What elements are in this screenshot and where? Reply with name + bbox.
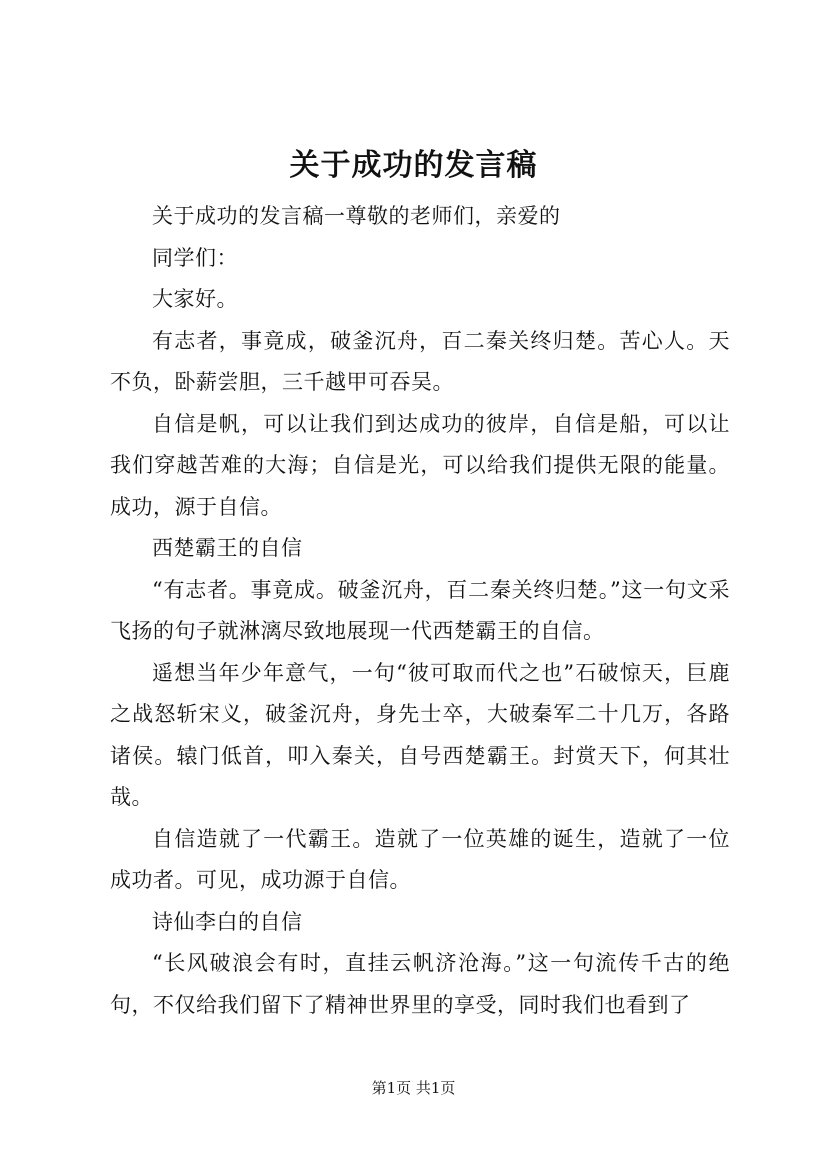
paragraph: 同学们：	[152, 245, 238, 270]
paragraph: “长风破浪会有时，直挂云帆济沧海。”这一句流传千古的绝句，不仅给我们留下了精神世界里的享受，同时我们也看到了	[110, 951, 730, 1017]
paragraph: “有志者。事竟成。破釜沉舟，百二秦关终归楚。”这一句文采飞扬的句子就淋漓尽致地展现一代西楚霸王的自信。	[110, 577, 730, 643]
paragraph: 有志者，事竟成，破釜沉舟，百二秦关终归楚。苦心人。天不负，卧薪尝胆，三千越甲可吞吴。	[110, 328, 730, 394]
paragraph: 大家好。	[152, 287, 238, 311]
paragraph: 关于成功的发言稿一尊敬的老师们，亲爱的	[152, 204, 561, 228]
page-footer: 第1页 共1页	[371, 1079, 456, 1097]
section-heading: 西楚霸王的自信	[152, 536, 303, 560]
document-body	[110, 196, 730, 1026]
section-heading: 诗仙李白的自信	[152, 909, 303, 934]
paragraph: 自信是帆，可以让我们到达成功的彼岸，自信是船，可以让我们穿越苦难的大海；自信是光，可以给我们提供无限的能量。成功，源于自信。	[110, 411, 730, 519]
document-title: 关于成功的发言稿	[289, 148, 538, 183]
paragraph: 遥想当年少年意气，一句“彼可取而代之也”石破惊天，巨鹿之战怒斩宋义，破釜沉舟，身先士卒，大破秦军二十几万，各路诸侯。辕门低首，叩入秦关，自号西楚霸王。封赏天下，何其壮哉。	[110, 660, 730, 809]
paragraph: 自信造就了一代霸王。造就了一位英雄的诞生，造就了一位成功者。可见，成功源于自信。	[110, 826, 730, 892]
